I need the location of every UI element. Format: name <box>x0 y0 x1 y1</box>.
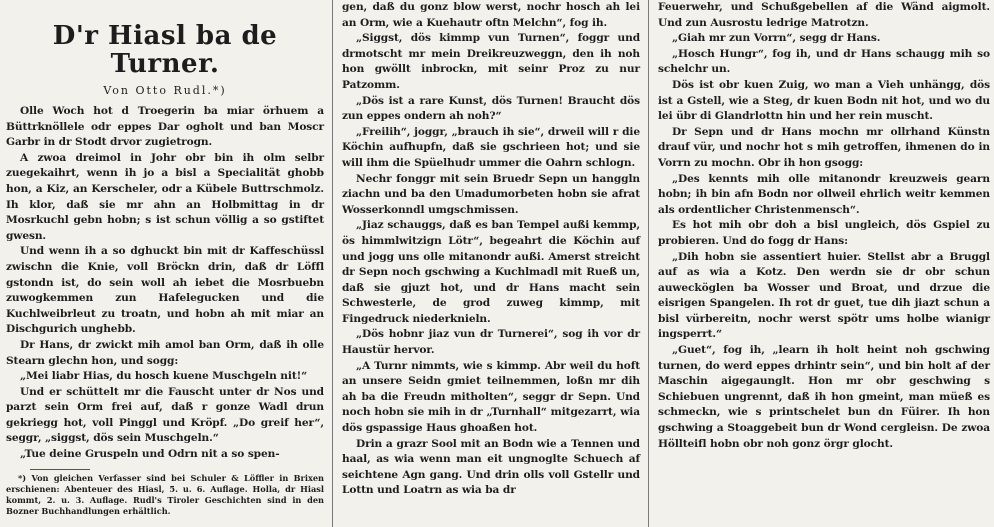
paragraph: Und wenn ih a so dghuckt bin mit dr Kaffeschüssl zwischn die Knie, voll Bröckn drin, daß dr Löffl gstondn ist, do sein woll ah iebet die Mosrbuebn zuwogkemmen zun Hafelegucken und die Kuchlweibrleut zu troatn, und hobn ah mit miar an Dischgurich unghebb. <box>6 245 324 336</box>
article-title: D'r Hiasl ba de Turner. <box>52 21 278 79</box>
column-2 <box>334 0 648 527</box>
paragraph: Dös ist obr kuen Zuig, wo man a Vieh unhängg, dös ist a Gstell, wie a Steg, dr kuen Bodn nit hot, und wo du lei übr di Glandrlottn hin und her rein muscht. <box>658 78 990 123</box>
paragraph: Es hot mih obr doh a bisl ungleich, dös Gspiel zu probieren. Und do fogg dr Hans: <box>658 219 990 247</box>
paragraph: „A Turnr nimmts, wie s kimmp. Abr weil du hoft an unsere Seidn gmiet teilnemmen, loßn mr dih ah ba die Freudn mitholten“, seggr dr Sepn. Und noch hobn sie mih in dr „Turnhall“ mitgezarrt, wia dös gspassige Haus ghoaßen hot. <box>342 359 640 435</box>
paragraph: „Giah mr zun Vorrn“, segg dr Hans. <box>672 32 881 45</box>
paragraph: „Des kennts mih olle mitanondr kreuzweis gearn hobn; ih bin afn Bodn nor ollweil ehrlich weitr kemmen als ordentlicher Christenmensch“. <box>658 172 990 216</box>
column-divider <box>332 0 333 527</box>
column-1 <box>0 0 332 527</box>
paragraph: Dr Sepn und dr Hans mochn mr ollrhand Künstn drauf vür, und nochr hot s mih getroffen, ihmenen do in Vorrn zu mochn. Obr ih hon gsogg: <box>658 125 990 169</box>
paragraph: „Dös ist a rare Kunst, dös Turnen! Braucht dös zun eppes ondern ah noh?“ <box>342 94 640 123</box>
paragraph: „Jiaz schauggs, daß es ban Tempel außi kemmp, ös himmlwitzign Lötr“, begeahrt die Köchin auf und jogg uns olle mitanondr außi. Amerst streicht dr Sepn noch gschwing a Kuchlmadl mit Rueß un, daß sie gjuzt hot, und dr Hans macht sein Schwesterle, de grod zuweg kimmp, mit Fingedruck niederknieln. <box>342 219 640 325</box>
paragraph: „Dih hobn sie assentiert huier. Stellst abr a Bruggl auf as wia a Kotz. Den werdn sie dr obr schun auwecköglen ba Wosser und Broat, und drzue die eisrigen Spangelen. Ih rot dr guet, tue dih jiazt schun a bisl vürbereitn, nochr werst spötr ums holbe wianigr ingsperrt.“ <box>658 250 990 341</box>
paragraph: „Guet“, fog ih, „learn ih holt heint noh gschwing turnen, do werd eppes drhintr sein“, und bin holt af der Maschin aigegaunglt. Hon mr obr geschwing s Schiebuen ungrennt, daß ih hon gmeint, man müeß es schmeckn, wie s printschelet bun dn Füirer. Ih hon gschwing a Stoaggebeit bun dr Wond cergleisn. De zwoa Höllteifl hobn obr noh gonz örgr glocht. <box>658 344 990 450</box>
paragraph: Dr Hans, dr zwickt mih amol ban Orm, daß ih olle Stearn glechn hon, und sogg: <box>6 338 324 367</box>
footnote: *) Von gleichen Verfasser sind bei Schuler & Löffler in Brixen erschienen: Abenteuer des Hiasl, 5. u. 6. Auflage. Holla, dr Hiasl kommt, 2. u. 3. Auflage. Rudl's Tiroler Geschichten sind in den Bozner Buchhandlungen erhältlich. <box>6 472 324 516</box>
paragraph: gen, daß du gonz blow werst, nochr hosch ah lei an Orm, wie a Kuehautr oftn Melchn“, fog ih. <box>342 1 640 29</box>
column-3 <box>650 0 994 527</box>
article-byline: Von Otto Rudl.*) <box>103 84 227 97</box>
paragraph: „Mei liabr Hias, du hosch kuene Muschgeln nit!“ <box>20 370 308 383</box>
paragraph: Feuerwehr, und Schußgebellen af die Wänd aigmolt. Und zun Ausrostu ledrige Matrotzn. <box>658 1 990 29</box>
paragraph: „Siggst, dös kimmp vun Turnen“, foggr und drmotscht mr mein Dreikreuzweggn, den ih noh hon gwöllt inbrockn, mit seinr Proz zu nur Patzomm. <box>342 32 640 91</box>
paragraph: „Freilih“, joggr, „brauch ih sie“, drweil will r die Köchin aufhupfn, daß sie gschrieen hot; und sie will ihm die Spüelhudr ummer die Oahrn schlogn. <box>342 125 640 169</box>
paragraph: Und er schüttelt mr die Fauscht unter dr Nos und parzt sein Orm frei auf, daß r gonze Wadl drun gekriegg hot, voll Pinggl und Kröpf. „Do greif her“, seggr, „siggst, dös sein Muschgeln.“ <box>6 385 324 445</box>
paragraph: A zwoa dreimol in Johr obr bin ih olm selbr zuegekaihrt, wenn ih jo a bisl a Specialität ghobb hon, a Kiz, an Kerscheler, odr a Kübele Buttrschmolz. Ih klor, daß sie mr ahn an Holbmittag in dr Mosrkuchl gebn hobn; s ist schun völlig a so gstiftet gwesn. <box>6 151 324 242</box>
paragraph: Nechr fonggr mit sein Bruedr Sepn un hanggln ziachn und ba den Umadumorbeten hobn sie afrat Wosserkonndl umgschmissen. <box>342 172 640 216</box>
paragraph: „Tue deine Gruspeln und Odrn nit a so spen- <box>20 448 280 461</box>
paragraph: Drin a grazr Sool mit an Bodn wie a Tennen und haal, as wia wenn man eit ungnoglte Schuech af seichtene Agn gang. Und drin olls voll Gstellr und Lottn und Loatrn as wia ba dr <box>342 437 640 497</box>
paragraph: „Hosch Hungr“, fog ih, und dr Hans schaugg mih so schelchr un. <box>658 47 990 76</box>
paragraph: „Dös hobnr jiaz vun dr Turnerei“, sog ih vor dr Haustür hervor. <box>342 328 640 357</box>
paragraph: Olle Woch hot d Troegerin ba miar örhuem a Büttrknöllele odr eppes Dar ogholt und ban Moscr Garbr in dr Stodt drvor zugietrogn. <box>6 105 324 149</box>
footnote-separator <box>30 469 90 470</box>
column-divider <box>648 0 649 527</box>
